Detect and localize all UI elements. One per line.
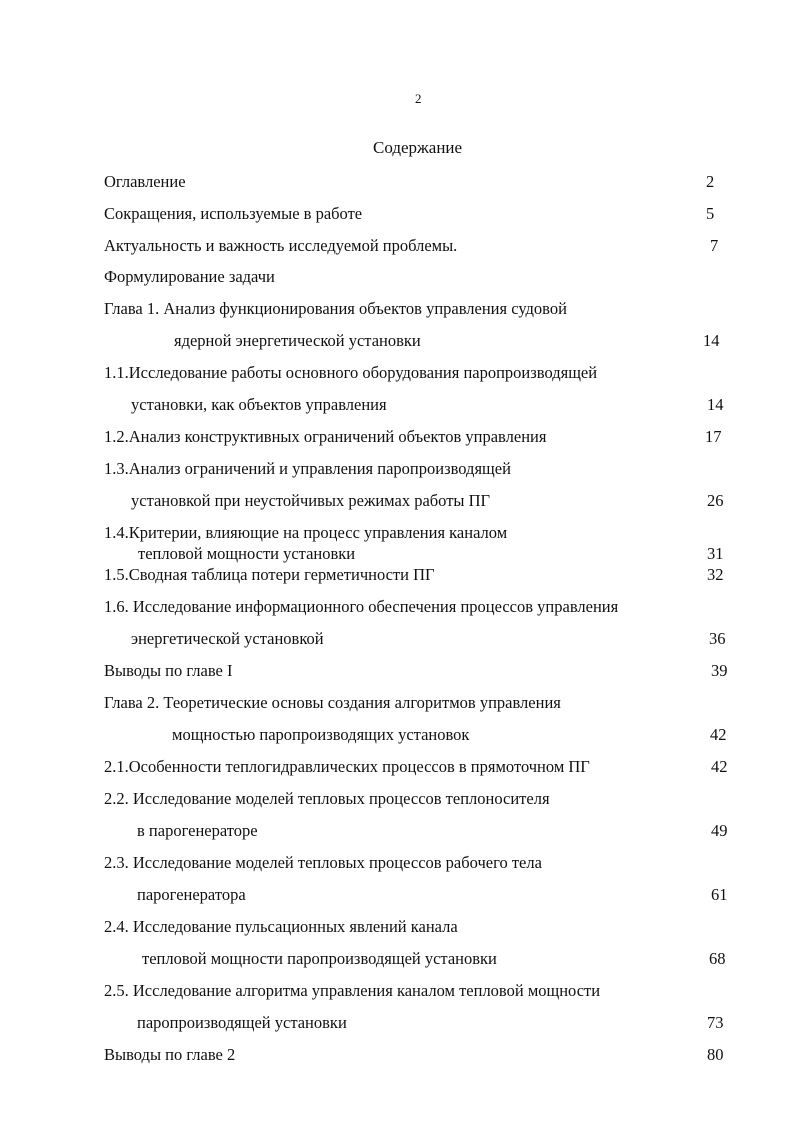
toc-entry: 1.1.Исследование работы основного оборудования паропроизводящей (104, 363, 598, 382)
toc-page-number: 80 (707, 1045, 724, 1064)
toc-page-number: 42 (710, 725, 727, 744)
toc-entry-continuation: установкой при неустойчивых режимах работы ПГ (131, 491, 491, 510)
toc-page-number: 31 (707, 544, 724, 563)
toc-page-number: 5 (706, 204, 715, 223)
toc-entry: Актуальность и важность исследуемой проблемы. (104, 236, 458, 255)
toc-page-number: 68 (709, 949, 726, 968)
toc-entry: 2.4. Исследование пульсационных явлений канала (104, 917, 458, 936)
toc-page-number: 32 (707, 565, 724, 584)
page-title: Содержание (373, 138, 463, 157)
toc-entry: 2.2. Исследование моделей тепловых процессов теплоносителя (104, 789, 550, 808)
toc-entry: Глава 1. Анализ функционирования объектов управления судовой (104, 299, 567, 318)
toc-entry: 2.5. Исследование алгоритма управления каналом тепловой мощности (104, 981, 601, 1000)
toc-entry: 2.3. Исследование моделей тепловых процессов рабочего тела (104, 853, 542, 872)
toc-entry-continuation: ядерной энергетической установки (174, 331, 421, 350)
toc-page-number: 49 (711, 821, 728, 840)
page-number: 2 (415, 91, 422, 106)
toc-entry: Сокращения, используемые в работе (104, 204, 363, 223)
toc-entry-continuation: мощностью паропроизводящих установок (172, 725, 470, 744)
toc-page-number: 61 (711, 885, 728, 904)
toc-page-number: 42 (711, 757, 728, 776)
toc-entry: Выводы по главе I (104, 661, 233, 680)
toc-entry-continuation: в парогенераторе (137, 821, 258, 840)
toc-entry: 1.6. Исследование информационного обеспечения процессов управления (104, 597, 619, 616)
toc-page-number: 26 (707, 491, 724, 510)
toc-page-number: 14 (707, 395, 724, 414)
toc-entry-continuation: установки, как объектов управления (131, 395, 387, 414)
toc-page-number: 36 (709, 629, 726, 648)
toc-entry: 1.2.Анализ конструктивных ограничений объектов управления (104, 427, 547, 446)
toc-entry-continuation: тепловой мощности паропроизводящей установки (142, 949, 497, 968)
toc-entry-continuation: энергетической установкой (131, 629, 324, 648)
toc-entry-continuation: парогенератора (137, 885, 246, 904)
toc-page-number: 2 (706, 172, 715, 191)
toc-page-number: 17 (705, 427, 722, 446)
toc-entry-continuation: тепловой мощности установки (138, 544, 356, 563)
toc-entry: 1.5.Сводная таблица потери герметичности ПГ (104, 565, 435, 584)
toc-page-number: 39 (711, 661, 728, 680)
toc-entry: 2.1.Особенности теплогидравлических процессов в прямоточном ПГ (104, 757, 590, 776)
toc-page-number: 7 (710, 236, 719, 255)
toc-entry: 1.4.Критерии, влияющие на процесс управления каналом (104, 523, 508, 542)
toc-entry: Формулирование задачи (104, 267, 275, 286)
toc-entry: Выводы по главе 2 (104, 1045, 236, 1064)
toc-page-number: 14 (703, 331, 720, 350)
toc-entry-continuation: паропроизводящей установки (137, 1013, 347, 1032)
toc-entry: Глава 2. Теоретические основы создания алгоритмов управления (104, 693, 561, 712)
toc-entry: Оглавление (104, 172, 186, 191)
toc-entry: 1.3.Анализ ограничений и управления паропроизводящей (104, 459, 511, 478)
toc-page-number: 73 (707, 1013, 724, 1032)
